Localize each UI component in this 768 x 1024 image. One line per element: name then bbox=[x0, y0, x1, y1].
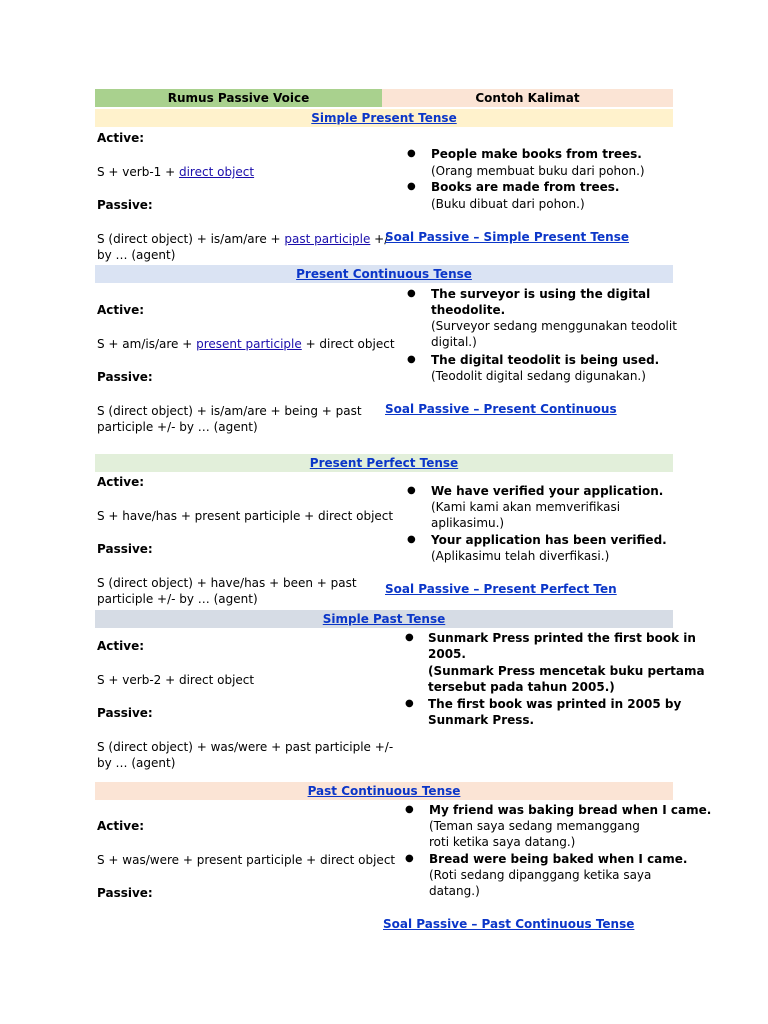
example-line: theodolite. bbox=[431, 303, 506, 317]
active-label: Active: bbox=[97, 639, 145, 653]
past-continuous-link[interactable]: Past Continuous Tense bbox=[307, 784, 461, 798]
simple-past-link[interactable]: Simple Past Tense bbox=[322, 612, 446, 626]
example-line: The digital teodolit is being used. bbox=[431, 353, 660, 367]
present-perfect-link[interactable]: Present Perfect Tense bbox=[309, 456, 459, 470]
active-formula: S + was/were + present participle + direct object bbox=[97, 853, 396, 867]
example-line: The first book was printed in 2005 by bbox=[428, 697, 682, 711]
soal-present-perfect-link[interactable]: Soal Passive – Present Perfect Ten bbox=[385, 582, 617, 596]
example-line: (Sunmark Press mencetak buku pertama bbox=[428, 664, 705, 678]
bullet-icon: ● bbox=[407, 354, 416, 365]
simple-present-link[interactable]: Simple Present Tense bbox=[311, 111, 457, 125]
soal-present-continuous-link[interactable]: Soal Passive – Present Continuous bbox=[385, 402, 617, 416]
passive-formula-text: S (direct object) + is/am/are + bbox=[97, 232, 285, 246]
passive-formula-post: +/- bbox=[370, 232, 393, 246]
active-formula: S + verb-2 + direct object bbox=[97, 673, 255, 687]
section-past-continuous bbox=[95, 782, 673, 800]
example-line: Your application has been verified. bbox=[431, 533, 667, 547]
present-continuous-link[interactable]: Present Continuous Tense bbox=[296, 267, 472, 281]
example-line: Sunmark Press. bbox=[428, 713, 535, 727]
section-simple-present bbox=[95, 109, 673, 127]
bullet-icon: ● bbox=[405, 698, 414, 709]
example-line: 2005. bbox=[428, 647, 466, 661]
active-label: Active: bbox=[97, 475, 145, 489]
soal-simple-present-link[interactable]: Soal Passive – Simple Present Tense bbox=[385, 230, 629, 244]
passive-label: Passive: bbox=[97, 370, 153, 384]
example-line: aplikasimu.) bbox=[431, 516, 505, 530]
active-formula-text: S + verb-1 + bbox=[97, 165, 179, 179]
example-line: datang.) bbox=[429, 884, 480, 898]
passive-formula-line2: participle +/- by … (agent) bbox=[97, 420, 258, 434]
active-formula bbox=[97, 164, 254, 180]
example-line: (Teman saya sedang memanggang bbox=[429, 819, 640, 833]
passive-formula-line2: by … (agent) bbox=[97, 248, 176, 262]
bullet-icon: ● bbox=[407, 288, 416, 299]
passive-label: Passive: bbox=[97, 542, 153, 556]
passive-formula: S (direct object) + is/am/are + being + past bbox=[97, 404, 362, 418]
passive-formula-line2: by … (agent) bbox=[97, 756, 176, 770]
passive-formula-line2: participle +/- by … (agent) bbox=[97, 592, 258, 606]
example-line: (Aplikasimu telah diverfikasi.) bbox=[431, 549, 610, 563]
header-example: Contoh Kalimat bbox=[382, 89, 673, 107]
table-header bbox=[95, 89, 673, 107]
direct-object-link[interactable]: direct object bbox=[178, 165, 255, 179]
passive-formula bbox=[97, 231, 393, 247]
present-participle-link[interactable]: present participle bbox=[196, 337, 302, 351]
bullet-icon: ● bbox=[407, 534, 416, 545]
example-line: Sunmark Press printed the first book in bbox=[428, 631, 696, 645]
active-label: Active: bbox=[97, 131, 145, 145]
example-line: Books are made from trees. bbox=[431, 180, 620, 194]
example-line: We have verified your application. bbox=[431, 484, 664, 498]
example-line: My friend was baking bread when I came. bbox=[429, 803, 712, 817]
active-label: Active: bbox=[97, 819, 145, 833]
active-formula bbox=[97, 336, 395, 352]
example-line: tersebut pada tahun 2005.) bbox=[428, 680, 615, 694]
bullet-icon: ● bbox=[405, 632, 414, 643]
example-line: The surveyor is using the digital bbox=[431, 287, 651, 301]
section-present-perfect bbox=[95, 454, 673, 472]
example-line: roti ketika saya datang.) bbox=[429, 835, 576, 849]
passive-formula: S (direct object) + was/were + past participle +/- bbox=[97, 740, 394, 754]
example-line: (Buku dibuat dari pohon.) bbox=[431, 197, 585, 211]
passive-formula: S (direct object) + have/has + been + past bbox=[97, 576, 357, 590]
passive-label: Passive: bbox=[97, 706, 153, 720]
example-line: (Orang membuat buku dari pohon.) bbox=[431, 164, 645, 178]
active-formula: S + have/has + present participle + direct object bbox=[97, 509, 394, 523]
example-line: Bread were being baked when I came. bbox=[429, 852, 688, 866]
example-line: People make books from trees. bbox=[431, 147, 642, 161]
bullet-icon: ● bbox=[407, 181, 416, 192]
bullet-icon: ● bbox=[405, 804, 414, 815]
example-line: (Kami kami akan memverifikasi bbox=[431, 500, 621, 514]
active-label: Active: bbox=[97, 303, 145, 317]
passive-label: Passive: bbox=[97, 198, 153, 212]
header-formula: Rumus Passive Voice bbox=[95, 89, 382, 107]
example-line: (Teodolit digital sedang digunakan.) bbox=[431, 369, 646, 383]
soal-past-continuous-link[interactable]: Soal Passive – Past Continuous Tense bbox=[383, 917, 635, 931]
example-line: digital.) bbox=[431, 335, 477, 349]
past-participle-link[interactable]: past participle bbox=[284, 232, 371, 246]
example-line: (Roti sedang dipanggang ketika saya bbox=[429, 868, 652, 882]
section-simple-past bbox=[95, 610, 673, 628]
example-line: (Surveyor sedang menggunakan teodolit bbox=[431, 319, 677, 333]
bullet-icon: ● bbox=[405, 853, 414, 864]
passive-label: Passive: bbox=[97, 886, 153, 900]
section-present-continuous bbox=[95, 265, 673, 283]
active-formula-text: S + am/is/are + bbox=[97, 337, 197, 351]
bullet-icon: ● bbox=[407, 148, 416, 159]
bullet-icon: ● bbox=[407, 485, 416, 496]
active-formula-post: + direct object bbox=[301, 337, 395, 351]
